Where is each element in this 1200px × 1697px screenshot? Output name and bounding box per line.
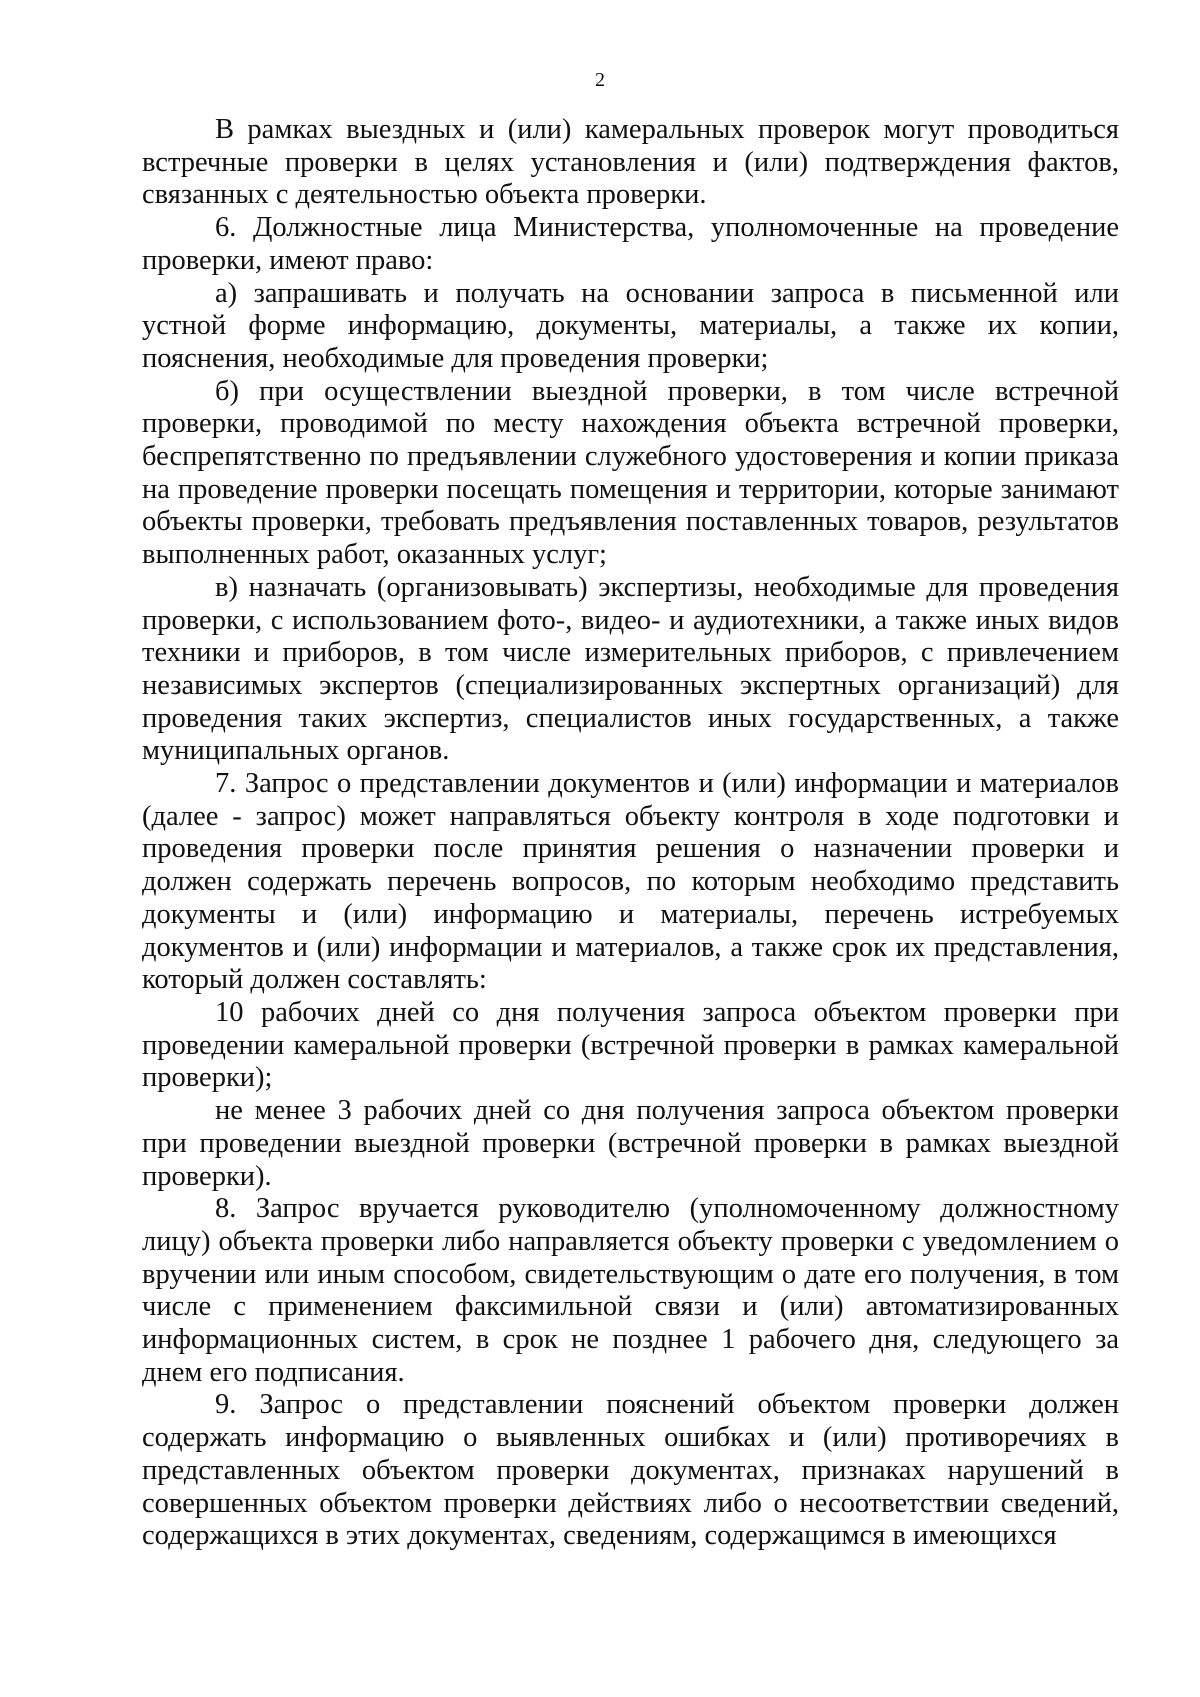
paragraph-7-term-desk-check: 10 рабочих дней со дня получения запроса объектом проверки при проведении камеральной проверки (встречной проверки в рамках камеральной проверки); bbox=[142, 996, 1119, 1094]
paragraph-6-officials-rights: 6. Должностные лица Министерства, уполномоченные на проведение проверки, имеют право: bbox=[142, 212, 1119, 276]
paragraph-9-explanations-request: 9. Запрос о представлении пояснений объектом проверки должен содержать информацию о выявленных ошибках и (или) противоречиях в представленных объектом проверки документах, признаках нарушений в совершенных объектом проверки действиях либо о несоответствии сведений, содержащихся в этих документах, сведениям, содержащимся в имеющихся bbox=[142, 1389, 1119, 1552]
paragraph-8-request-delivery: 8. Запрос вручается руководителю (уполномоченному должностному лицу) объекта проверки либо направляется объекту проверки с уведомлением о вручении или иным способом, свидетельствующим о дате его получения, в том числе с применением факсимильной связи и (или) автоматизированных информационных систем, в срок не позднее 1 рабочего дня, следующего за днем его подписания. bbox=[142, 1193, 1119, 1388]
paragraph-7-request-documents: 7. Запрос о представлении документов и (или) информации и материалов (далее - запрос) может направляться объекту контроля в ходе подготовки и проведения проверки после принятия решения о назначении проверки и должен содержать перечень вопросов, по которым необходимо представить документы и (или) информацию и материалы, перечень истребуемых документов и (или) информации и материалов, а также срок их представления, который должен составлять: bbox=[142, 768, 1119, 996]
paragraph-6c-expertise: в) назначать (организовывать) экспертизы, необходимые для проведения проверки, с использованием фото-, видео- и аудиотехники, а также иных видов техники и приборов, в том числе измерительных приборов, с привлечением независимых экспертов (специализированных экспертных организаций) для проведения таких экспертиз, специалистов иных государственных, а также муниципальных органов. bbox=[142, 571, 1119, 767]
paragraph-7-term-field-check: не менее 3 рабочих дней со дня получения запроса объектом проверки при проведении выездной проверки (встречной проверки в рамках выездной проверки). bbox=[142, 1095, 1119, 1192]
paragraph-6a-request-information: а) запрашивать и получать на основании запроса в письменной или устной форме информацию, документы, материалы, а также их копии, пояснения, необходимые для проведения проверки; bbox=[142, 277, 1119, 374]
document-body bbox=[142, 114, 1119, 1553]
paragraph-counter-checks: В рамках выездных и (или) камеральных проверок могут проводиться встречные проверки в целях установления и (или) подтверждения фактов, связанных с деятельностью объекта проверки. bbox=[142, 114, 1119, 211]
page-number: 2 bbox=[595, 69, 605, 91]
paragraph-6b-site-access: б) при осуществлении выездной проверки, в том числе встречной проверки, проводимой по месту нахождения объекта встречной проверки, беспрепятственно по предъявлении служебного удостоверения и копии приказа на проведение проверки посещать помещения и территории, которые занимают объекты проверки, требовать предъявления поставленных товаров, результатов выполненных работ, оказанных услуг; bbox=[142, 375, 1119, 571]
